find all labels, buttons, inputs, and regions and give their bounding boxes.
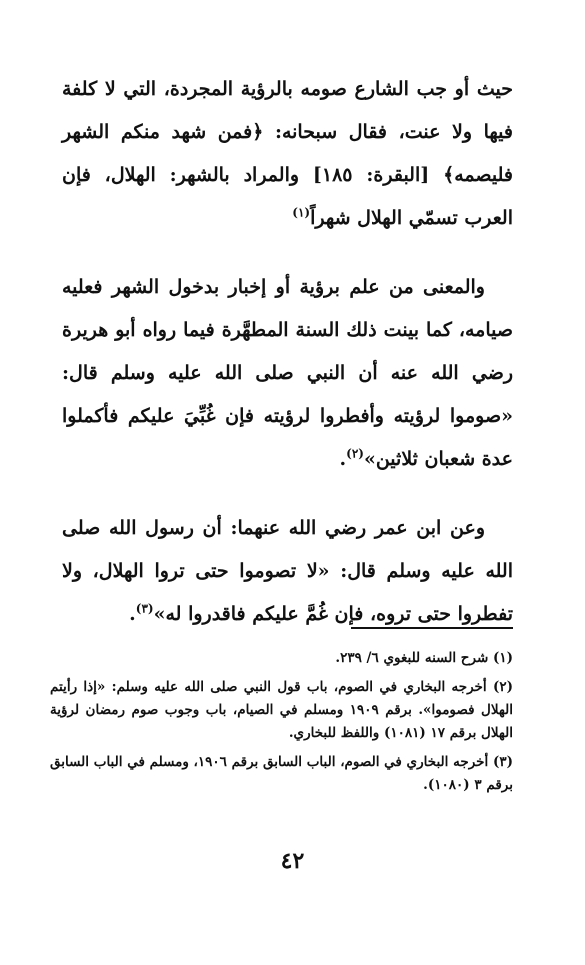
paragraph-2-end: . <box>339 448 347 470</box>
main-text <box>62 68 513 636</box>
page-number: ٤٢ <box>280 848 305 874</box>
paragraph-1-text: حيث أو جب الشارع صومه بالرؤية المجردة، التي لا كلفة فيها ولا عنت، فقال سبحانه: ﴿فمن شهد منكم الشهر فليصمه﴾ [البقرة: ١٨٥] والمراد بالشهر: الهلال، فإن العرب تسمّي الهلال شهراً <box>62 78 513 229</box>
footnote-separator <box>351 627 513 629</box>
paragraph-3-end: . <box>129 603 136 625</box>
footnote-2: (٢) أخرجه البخاري في الصوم، باب قول النبي صلى الله عليه وسلم: «إذا رأيتم الهلال فصوموا». برقم ١٩٠٩ ومسلم في الصيام، باب وجوب صوم رمضان لرؤية الهلال برقم ١٧ (١٠٨١) واللفظ للبخاري. <box>50 679 513 741</box>
footnote-3: (٣) أخرجه البخاري في الصوم، الباب السابق برقم ١٩٠٦، ومسلم في الباب السابق برقم ٣ (١٠٨٠). <box>50 754 513 793</box>
footnote-ref-1[interactable]: (١) <box>292 205 311 220</box>
paragraph-3-text: وعن ابن عمر رضي الله عنهما: أن رسول الله صلى الله عليه وسلم قال: «لا تصوموا حتى تروا الهلال، ولا تفطروا حتى تروه، فإن غُمَّ عليكم فاقدروا له» <box>62 517 513 625</box>
paragraph-1 <box>62 68 513 240</box>
footnote-ref-3[interactable]: (٣) <box>135 601 154 616</box>
footnote-ref-2[interactable]: (٢) <box>346 446 364 461</box>
paragraph-2-text: والمعنى من علم برؤية أو إخبار بدخول الشهر فعليه صيامه، كما بينت ذلك السنة المطهَّرة فيما رواه أبو هريرة رضي الله عنه أن النبي صلى الله عليه وسلم قال: «صوموا لرؤيته وأفطروا لرؤيته فإن غُبِّيَ عليكم فأكملوا عدة شعبان ثلاثين» <box>62 276 513 470</box>
footnotes <box>50 647 513 797</box>
footnote-1: (١) شرح السنه للبغوي ٦/ ٢٣٩. <box>335 650 513 666</box>
paragraph-3 <box>62 507 513 636</box>
paragraph-2 <box>62 266 513 481</box>
